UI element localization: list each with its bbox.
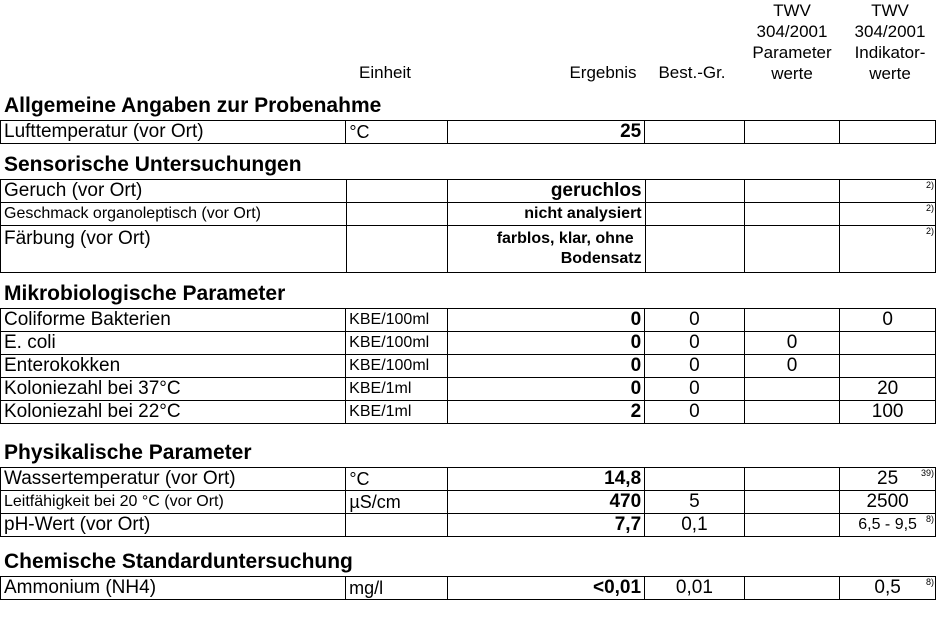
col-header-parameterwerte: TWV 304/2001 Parameter werte xyxy=(752,1,832,83)
row-bestgr: 0,1 xyxy=(645,514,745,537)
row-bestgr xyxy=(645,180,744,203)
table-chemisch xyxy=(0,576,936,600)
col-header-bestgr: Best.-Gr. xyxy=(658,63,726,82)
table-row xyxy=(1,180,936,203)
section-title-sensorisch: Sensorische Untersuchungen xyxy=(4,153,302,176)
row-indik: 0 xyxy=(840,309,936,332)
row-indik: 20 xyxy=(840,378,936,401)
row-unit: KBE/100ml xyxy=(346,355,448,378)
table-row xyxy=(1,514,936,537)
row-name: Enterokokken xyxy=(1,355,346,378)
section-title-chemisch: Chemische Standarduntersuchung xyxy=(4,550,353,573)
row-unit: °C xyxy=(346,468,448,491)
row-indik: 25 39) xyxy=(840,468,936,491)
table-row xyxy=(1,309,936,332)
row-result: <0,01 xyxy=(447,577,644,600)
footnote-mark: 2) xyxy=(925,226,934,236)
row-bestgr xyxy=(645,226,744,273)
row-result: 2 xyxy=(448,401,645,424)
row-bestgr: 5 xyxy=(645,491,745,514)
footnote-mark: 2) xyxy=(925,180,934,190)
row-result: farblos, klar, ohne Bodensatz xyxy=(447,226,645,273)
row-indik xyxy=(840,121,936,144)
col-header-indikatorwerte: TWV 304/2001 Indikator- werte xyxy=(854,1,926,83)
row-name: Färbung (vor Ort) xyxy=(1,226,347,273)
table-physikalisch xyxy=(0,467,936,537)
table-row xyxy=(1,355,936,378)
table-row xyxy=(1,203,936,226)
row-param: 0 xyxy=(744,355,840,378)
row-unit: µS/cm xyxy=(346,491,448,514)
row-bestgr xyxy=(645,121,745,144)
row-param xyxy=(744,577,840,600)
footnote-mark: 2) xyxy=(925,203,934,213)
table-row xyxy=(1,332,936,355)
footnote-mark: 8) xyxy=(925,577,934,587)
row-unit: °C xyxy=(346,121,448,144)
footnote-mark: 8) xyxy=(925,514,934,524)
row-unit: KBE/1ml xyxy=(346,401,448,424)
row-bestgr: 0,01 xyxy=(645,577,745,600)
row-param xyxy=(744,121,840,144)
row-param xyxy=(744,514,839,537)
table-row xyxy=(1,401,936,424)
table-sensorisch xyxy=(0,179,936,273)
row-indik xyxy=(840,203,936,226)
row-name: Koloniezahl bei 37°C xyxy=(1,378,346,401)
table-row xyxy=(1,226,936,273)
row-result: 470 xyxy=(448,491,645,514)
row-unit: KBE/100ml xyxy=(346,309,448,332)
row-bestgr: 0 xyxy=(645,355,745,378)
row-name: Ammonium (NH4) xyxy=(1,577,346,600)
row-name: Geruch (vor Ort) xyxy=(1,180,347,203)
row-name: Coliforme Bakterien xyxy=(1,309,346,332)
row-indik: 2500 xyxy=(840,491,936,514)
row-bestgr xyxy=(645,468,745,491)
row-unit xyxy=(346,514,448,537)
row-indik: 0,5 8) xyxy=(840,577,936,600)
row-name: Lufttemperatur (vor Ort) xyxy=(1,121,346,144)
row-param xyxy=(744,491,839,514)
row-result: nicht analysiert xyxy=(447,203,645,226)
col-header-einheit: Einheit xyxy=(359,63,411,82)
row-indik: 100 xyxy=(840,401,936,424)
row-name: pH-Wert (vor Ort) xyxy=(1,514,346,537)
row-unit xyxy=(346,203,447,226)
row-name: Koloniezahl bei 22°C xyxy=(1,401,346,424)
row-unit: KBE/1ml xyxy=(346,378,448,401)
row-unit xyxy=(346,180,447,203)
table-row xyxy=(1,491,936,514)
section-title-physikalisch: Physikalische Parameter xyxy=(4,441,252,464)
row-result: 7,7 xyxy=(448,514,645,537)
row-indik xyxy=(840,332,936,355)
row-result: geruchlos xyxy=(447,180,645,203)
row-param xyxy=(744,468,839,491)
row-result: 0 xyxy=(448,355,645,378)
row-param xyxy=(745,226,840,273)
row-bestgr: 0 xyxy=(645,401,745,424)
row-name: Geschmack organoleptisch (vor Ort) xyxy=(1,203,347,226)
footnote-mark: 39) xyxy=(920,468,934,478)
table-row xyxy=(1,577,936,600)
row-name: E. coli xyxy=(1,332,346,355)
row-bestgr: 0 xyxy=(645,332,745,355)
row-indik: 6,5 - 9,5 8) xyxy=(840,514,936,537)
table-row xyxy=(1,378,936,401)
row-result: 14,8 xyxy=(448,468,645,491)
section-title-probenahme: Allgemeine Angaben zur Probenahme xyxy=(4,94,382,117)
col-header-ergebnis: Ergebnis xyxy=(569,63,637,82)
row-param xyxy=(745,203,840,226)
row-name: Wassertemperatur (vor Ort) xyxy=(1,468,346,491)
row-unit: mg/l xyxy=(346,577,448,600)
row-unit xyxy=(346,226,447,273)
row-indik xyxy=(840,355,936,378)
row-result: 0 xyxy=(448,332,645,355)
row-unit: KBE/100ml xyxy=(346,332,448,355)
section-title-mikrobiologie: Mikrobiologische Parameter xyxy=(4,282,286,305)
row-result: 25 xyxy=(448,121,645,144)
row-param: 0 xyxy=(744,332,840,355)
row-indik xyxy=(840,226,936,273)
row-param xyxy=(744,378,840,401)
row-result: 0 xyxy=(448,309,645,332)
table-row xyxy=(1,121,936,144)
row-param xyxy=(745,180,840,203)
row-param xyxy=(744,401,840,424)
row-indik xyxy=(840,180,936,203)
row-name: Leitfähigkeit bei 20 °C (vor Ort) xyxy=(1,491,346,514)
row-bestgr: 0 xyxy=(645,309,745,332)
row-param xyxy=(744,309,840,332)
row-bestgr xyxy=(645,203,744,226)
row-result: 0 xyxy=(448,378,645,401)
table-row xyxy=(1,468,936,491)
table-mikrobiologie xyxy=(0,308,936,424)
row-bestgr: 0 xyxy=(645,378,745,401)
table-probenahme xyxy=(0,120,936,144)
